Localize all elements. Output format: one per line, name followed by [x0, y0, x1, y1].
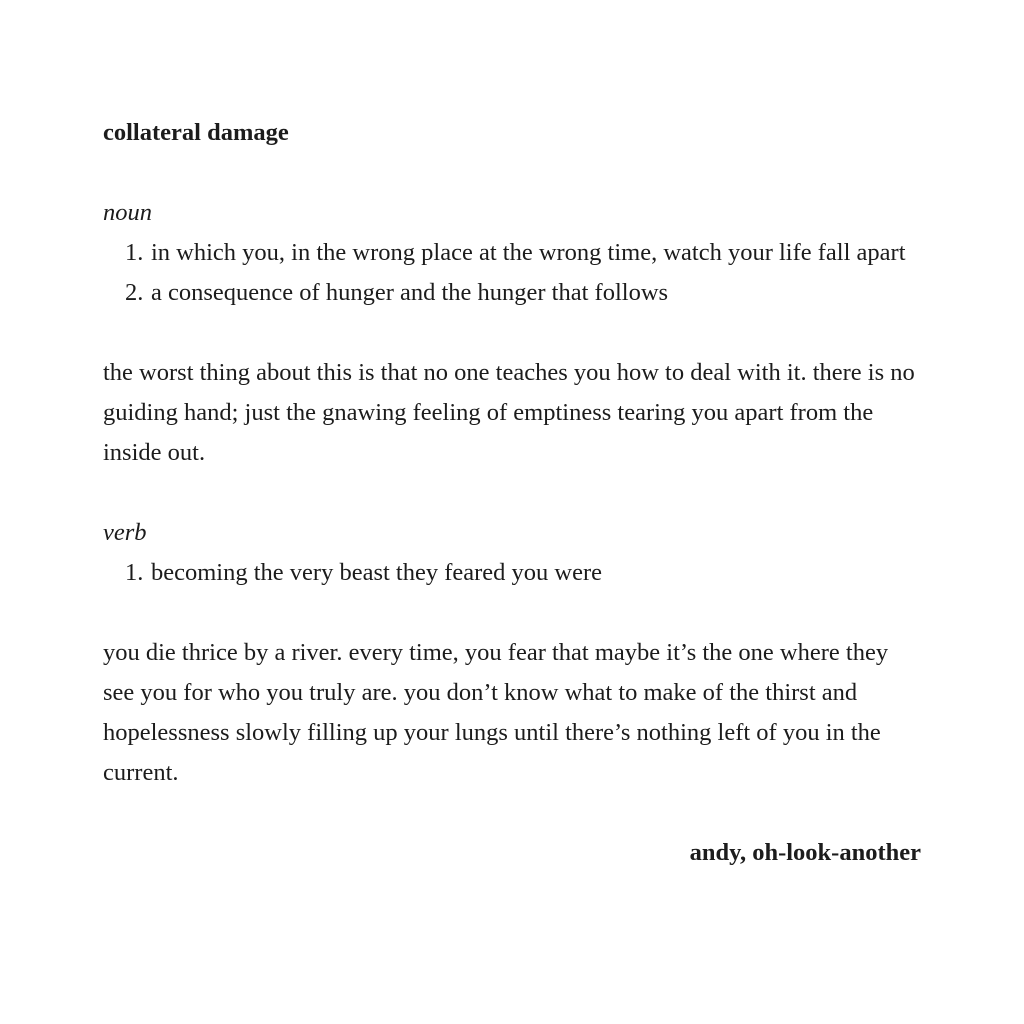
noun-label: noun	[103, 199, 152, 226]
verb-definitions	[103, 553, 923, 593]
verb-definition-item	[103, 553, 923, 593]
paragraph-one: the worst thing about this is that no one teaches you how to deal with it. there is no guiding hand; just the gnawing feeling of emptiness tearing you apart from the inside out.	[103, 359, 915, 466]
spacer	[103, 153, 923, 193]
paragraph-two: you die thrice by a river. every time, you fear that maybe it’s the one where they see you for who you truly are. you don’t know what to make of the thirst and hopelessness slowly filling up your lungs until there’s nothing left of you in the current.	[103, 639, 889, 786]
definition-text: becoming the very beast they feared you were	[151, 559, 603, 586]
noun-definition-item	[103, 233, 923, 273]
verb-label: verb	[103, 519, 147, 546]
noun-definitions	[103, 233, 923, 313]
definition-text: in which you, in the wrong place at the wrong time, watch your life fall apart	[151, 239, 906, 266]
definition-number: 2.	[125, 279, 144, 306]
author-signature: andy, oh-look-another	[689, 839, 921, 866]
noun-definition-item	[103, 273, 923, 313]
definition-number: 1.	[125, 559, 144, 586]
spacer	[103, 473, 923, 513]
definition-text: a consequence of hunger and the hunger that follows	[151, 279, 669, 306]
poem-title: collateral damage	[103, 119, 289, 146]
definition-number: 1.	[125, 239, 144, 266]
spacer	[103, 593, 923, 633]
spacer	[103, 313, 923, 353]
spacer	[103, 793, 923, 833]
poem-page	[103, 113, 923, 873]
